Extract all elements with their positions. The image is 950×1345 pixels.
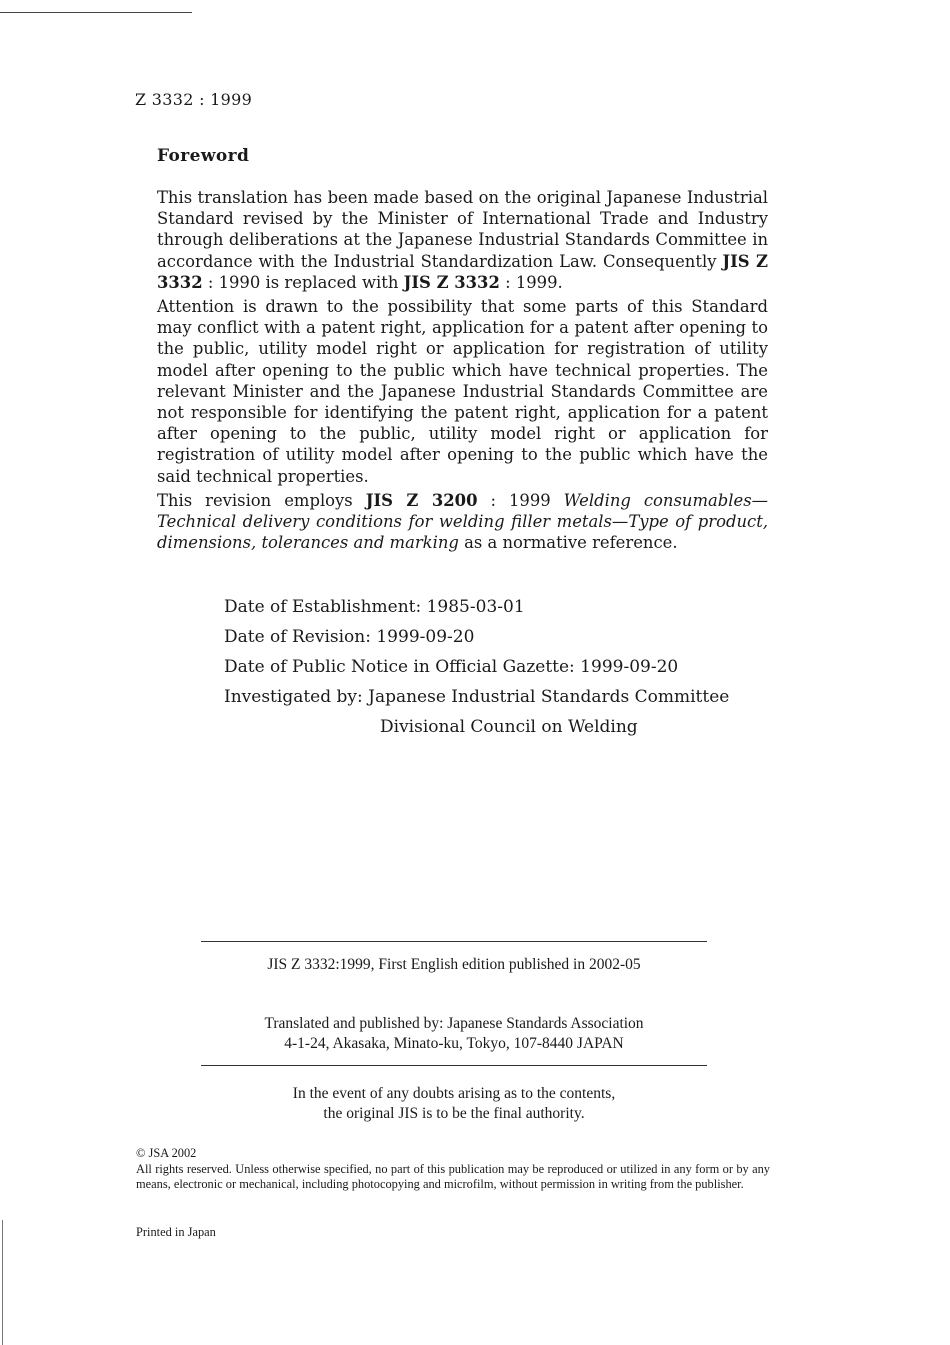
p3-text-a: This revision employs	[157, 490, 366, 510]
authority-line-1: In the event of any doubts arising as to the contents,	[292, 1085, 616, 1102]
date-establishment: Date of Establishment: 1985-03-01	[224, 597, 525, 617]
foreword-paragraph-2: Attention is drawn to the possibility that some parts of this Standard may conflict with a patent right, application for a patent after opening to the public, utility model right or application for registration of utility model after opening to the public which have technical properties. The relevant Minister and the Japanese Industrial Standards Committee are not responsible for identifying the patent right, application for a patent after opening to the public, utility model right or application for registration of utility model after opening to the public which have the said technical properties.	[157, 297, 768, 486]
date-public-notice: Date of Public Notice in Official Gazette: 1999-09-20	[224, 657, 679, 677]
p3-text-c: as a normative reference.	[458, 533, 678, 553]
foreword-paragraph-3	[157, 490, 768, 554]
foreword-paragraph-1	[157, 187, 768, 293]
publisher-block	[201, 1014, 707, 1054]
publisher-line-1: Translated and published by: Japanese Standards Association	[264, 1015, 644, 1032]
p3-ref-std: JIS Z 3200	[365, 490, 478, 510]
authority-block	[201, 1084, 707, 1124]
p1-text-a: This translation has been made based on the original Japanese Industrial Standard revised by the Minister of International Trade and Industry through deliberations at the Japanese Industrial Standards Committee in accordance with the Industrial Standardization Law. Consequently	[157, 188, 768, 271]
divisional-council: Divisional Council on Welding	[380, 717, 638, 737]
divider-bottom	[201, 1065, 707, 1066]
authority-line-2: the original JIS is to be the final authority.	[323, 1105, 585, 1122]
standard-number: Z 3332 : 1999	[135, 90, 253, 109]
top-rule	[0, 12, 192, 13]
printed-in: Printed in Japan	[136, 1225, 216, 1239]
p1-std-new: JIS Z 3332	[403, 272, 500, 292]
rights-statement: All rights reserved. Unless otherwise specified, no part of this publication may be reproduced or utilized in any form or by any means, electronic or mechanical, including photocopying and microfilm, without permission in writing from the publisher.	[136, 1161, 770, 1191]
foreword-body	[157, 187, 768, 556]
investigated-by: Investigated by: Japanese Industrial Standards Committee	[224, 687, 730, 707]
copyright-block	[136, 1146, 770, 1193]
binding-edge-mark	[2, 1220, 3, 1345]
date-revision: Date of Revision: 1999-09-20	[224, 627, 475, 647]
p3-ref-title: Welding consumables—Technical delivery conditions for welding filler metals—Type of product, dimensions, tolerances and marking	[157, 490, 769, 553]
p1-std-old: JIS Z 3332	[157, 251, 768, 292]
divider-top	[201, 941, 707, 942]
copyright-notice: © JSA 2002	[136, 1146, 197, 1160]
p3-text-b: : 1999	[477, 490, 564, 510]
p1-text-b: : 1990 is replaced with	[202, 272, 404, 292]
edition-line: JIS Z 3332:1999, First English edition published in 2002-05	[267, 956, 641, 973]
foreword-heading: Foreword	[157, 146, 250, 166]
p1-text-c: : 1999.	[499, 272, 563, 292]
dates-block	[224, 592, 729, 742]
publisher-line-2: 4-1-24, Akasaka, Minato-ku, Tokyo, 107-8440 JAPAN	[284, 1035, 624, 1052]
